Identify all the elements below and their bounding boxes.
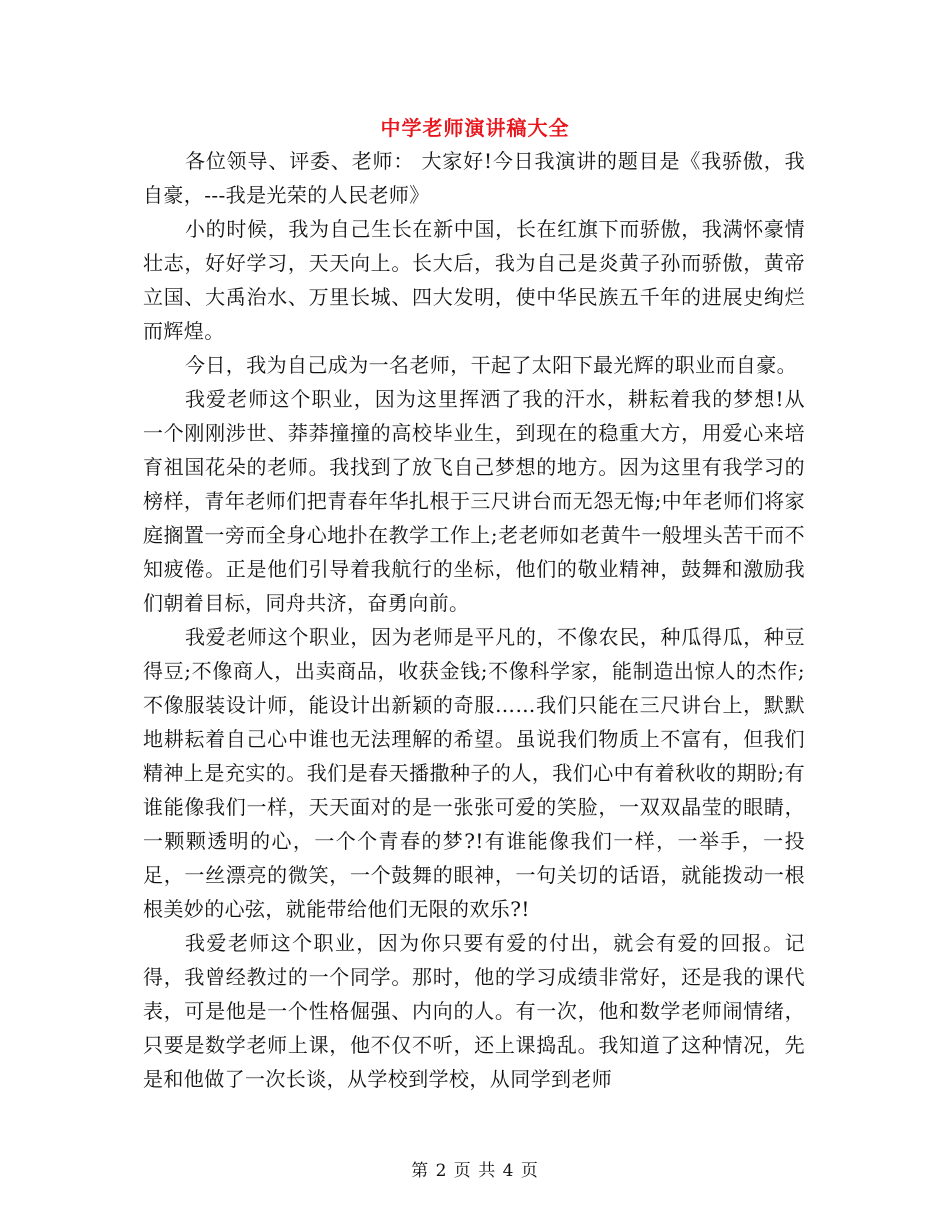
page-number-footer: 第 2 页 共 4 页 [411, 1161, 539, 1181]
paragraph-greeting: 各位领导、评委、老师： 大家好!今日我演讲的题目是《我骄傲，我自豪，---我是光荣的人民老师》 [143, 149, 805, 207]
paragraph-love-profession: 我爱老师这个职业，因为这里挥洒了我的汗水，耕耘着我的梦想!从一个刚刚涉世、莽莽撞撞的高校毕业生，到现在的稳重大方，用爱心来培育祖国花朵的老师。我找到了放飞自己梦想的地方。因为这里有我学习的榜样，青年老师们把青春年华扎根于三尺讲台而无怨无悔;中年老师们将家庭搁置一旁而全身心地扑在教学工作上;老老师如老黄牛一般埋头苦干而不知疲倦。正是他们引导着我航行的坐标，他们的敬业精神，鼓舞和激励我们朝着目标，同舟共济，奋勇向前。 [143, 387, 805, 615]
paragraph-love-returned: 我爱老师这个职业，因为你只要有爱的付出，就会有爱的回报。记得，我曾经教过的一个同学。那时，他的学习成绩非常好，还是我的课代表，可是他是一个性格倔强、内向的人。有一次，他和数学老师闹情绪，只要是数学老师上课，他不仅不听，还上课捣乱。我知道了这种情况，先是和他做了一次长谈，从学校到学校，从同学到老师 [143, 931, 805, 1091]
paragraph-today: 今日，我为自己成为一名老师，干起了太阳下最光辉的职业而自豪。 [185, 353, 797, 377]
paragraph-ordinary-teacher: 我爱老师这个职业，因为老师是平凡的，不像农民，种瓜得瓜，种豆得豆;不像商人，出卖商品，收获金钱;不像科学家，能制造出惊人的杰作;不像服装设计师，能设计出新颖的奇服……我们只能在三尺讲台上，默默地耕耘着自己心中谁也无法理解的希望。虽说我们物质上不富有，但我们精神上是充实的。我们是春天播撒种子的人，我们心中有着秋收的期盼;有谁能像我们一样，天天面对的是一张张可爱的笑脸，一双双晶莹的眼睛，一颗颗透明的心，一个个青春的梦?!有谁能像我们一样，一举手，一投足，一丝漂亮的微笑，一个鼓舞的眼神，一句关切的话语，就能拨动一根根美妙的心弦，就能带给他们无限的欢乐?! [143, 625, 805, 921]
document-title: 中学老师演讲稿大全 [380, 116, 570, 140]
document-body [143, 144, 805, 1096]
paragraph-childhood: 小的时候，我为自己生长在新中国，长在红旗下而骄傲，我满怀豪情壮志，好好学习，天天向上。长大后，我为自己是炎黄子孙而骄傲，黄帝立国、大禹治水、万里长城、四大发明，使中华民族五千年的进展史绚烂而辉煌。 [143, 217, 805, 343]
